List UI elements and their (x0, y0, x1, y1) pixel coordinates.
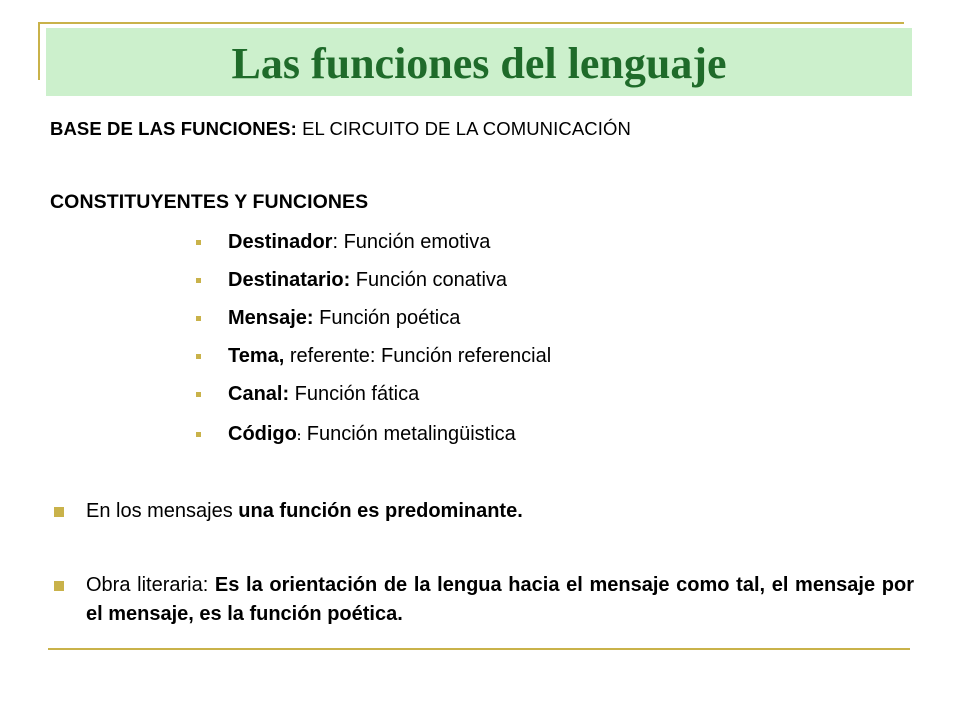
bottom-rule (48, 648, 910, 650)
square-bullet-icon (196, 316, 201, 321)
base-text: EL CIRCUITO DE LA COMUNICACIÓN (296, 118, 631, 139)
list-item (196, 231, 491, 254)
list-item (196, 345, 552, 368)
paragraph-plain: En los mensajes (86, 500, 239, 522)
item-term: Destinatario: (228, 269, 351, 291)
square-bullet-icon (196, 354, 201, 359)
list-item (196, 307, 461, 330)
base-heading (50, 118, 631, 140)
list-item (196, 383, 420, 406)
square-bullet-icon (196, 278, 201, 283)
square-bullet-icon (196, 432, 201, 437)
constituents-heading: CONSTITUYENTES Y FUNCIONES (50, 191, 369, 213)
paragraph-bold: Es la orientación de la lengua hacia el mensaje como tal, el mensaje por el mensaje, es la función poética. (86, 574, 914, 625)
paragraph-bold: una función es predominante. (238, 500, 523, 522)
base-label: BASE DE LAS FUNCIONES: (50, 118, 297, 139)
item-sep: : (332, 231, 339, 253)
item-sep: : (296, 428, 302, 443)
list-item (196, 269, 508, 292)
slide-title: Las funciones del lenguaje (231, 39, 727, 88)
square-bullet-icon (54, 507, 64, 517)
item-term: Código (228, 423, 297, 445)
paragraph-predominant (86, 497, 914, 526)
item-desc: Función fática (289, 383, 420, 405)
square-bullet-icon (196, 240, 201, 245)
square-bullet-icon (196, 392, 201, 397)
item-term: Mensaje: (228, 307, 314, 329)
item-term: Destinador (228, 231, 333, 253)
item-term: Canal: (228, 383, 290, 405)
item-desc: referente: Función referencial (284, 345, 552, 367)
top-rule (38, 22, 904, 24)
item-desc: Función emotiva (338, 231, 491, 253)
paragraph-plain: Obra literaria: (86, 574, 215, 596)
item-desc: Función metalingüistica (301, 423, 516, 445)
left-rule (38, 22, 40, 80)
list-item (196, 423, 516, 446)
item-desc: Función conativa (350, 269, 508, 291)
paragraph-literary (86, 571, 914, 629)
item-desc: Función poética (313, 307, 461, 329)
item-term: Tema, (228, 345, 285, 367)
square-bullet-icon (54, 581, 64, 591)
